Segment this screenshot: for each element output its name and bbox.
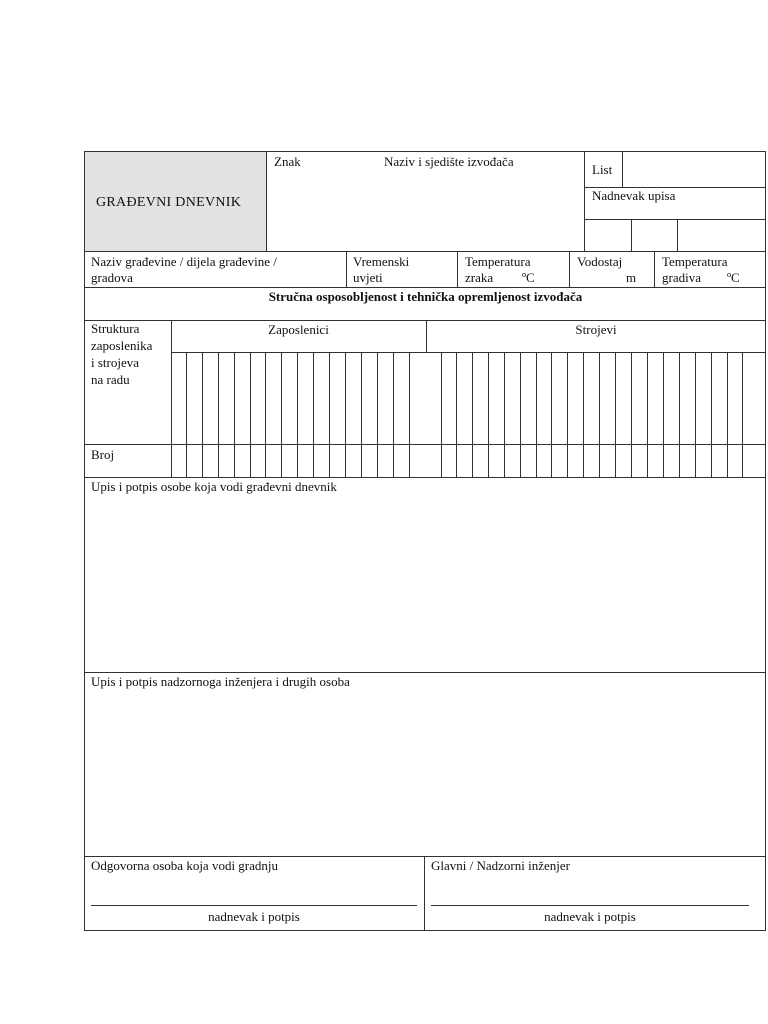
- grid-column-line: [679, 352, 680, 477]
- grid-column-line: [599, 352, 600, 477]
- list-label[interactable]: List: [592, 162, 613, 177]
- supervisor-entry-label[interactable]: Upis i potpis nadzornoga inženjera i drugih osoba: [91, 674, 350, 689]
- list-divider: [622, 152, 623, 187]
- left-signature-caption: nadnevak i potpis: [208, 909, 300, 924]
- qualification-title: Stručna osposobljenost i tehnička opremljenost izvođača: [268, 289, 583, 304]
- structure-label-line1: Struktura: [91, 321, 140, 336]
- grid-column-line: [297, 352, 298, 477]
- right-signature-line[interactable]: [431, 905, 749, 906]
- grid-column-line: [409, 352, 410, 477]
- info-bottom-line: [85, 287, 766, 288]
- grid-column-line: [663, 352, 664, 477]
- grid-column-line: [265, 352, 266, 477]
- grid-column-line: [377, 352, 378, 477]
- water-level-unit: m: [626, 270, 637, 285]
- date-bottom-line: [584, 219, 766, 220]
- grid-column-line: [472, 352, 473, 477]
- grid-column-line: [186, 352, 187, 477]
- signature-section-top-line: [85, 856, 766, 857]
- material-temp-unit: ºC: [727, 270, 740, 285]
- air-temp-label-line2[interactable]: zraka: [465, 270, 494, 285]
- info-divider-1: [346, 251, 347, 287]
- grid-column-line: [361, 352, 362, 477]
- right-signature-caption: nadnevak i potpis: [544, 909, 636, 924]
- date-cell-divider-1: [631, 219, 632, 251]
- subheader-bottom-line: [171, 352, 766, 353]
- weather-label-line1[interactable]: Vremenski: [353, 254, 410, 269]
- weather-label-line2[interactable]: uvjeti: [353, 270, 383, 285]
- count-row-bottom-line: [85, 477, 766, 478]
- building-label-line1[interactable]: Naziv građevine / dijela građevine /: [91, 254, 277, 269]
- chief-engineer-label: Glavni / Nadzorni inženjer: [431, 858, 570, 873]
- count-label: Broj: [91, 447, 115, 462]
- material-temp-label-line2[interactable]: gradiva: [662, 270, 701, 285]
- grid-column-line: [234, 352, 235, 477]
- date-label[interactable]: Nadnevak upisa: [592, 188, 676, 203]
- grid-column-line: [727, 352, 728, 477]
- date-cell-divider-2: [677, 219, 678, 251]
- grid-column-line: [615, 352, 616, 477]
- info-divider-2: [457, 251, 458, 287]
- grid-column-line: [456, 352, 457, 477]
- building-label-line2[interactable]: gradova: [91, 270, 133, 285]
- grid-column-line: [631, 352, 632, 477]
- responsible-person-label: Odgovorna osoba koja vodi gradnju: [91, 858, 279, 873]
- left-signature-line[interactable]: [91, 905, 417, 906]
- page-title: GRAĐEVNI DNEVNIK: [96, 195, 242, 210]
- grid-column-line: [202, 352, 203, 477]
- header-bottom-line: [85, 251, 766, 252]
- water-level-label[interactable]: Vodostaj: [577, 254, 623, 269]
- grid-column-line: [281, 352, 282, 477]
- info-divider-4: [654, 251, 655, 287]
- grid-column-line: [520, 352, 521, 477]
- grid-column-line: [742, 352, 743, 477]
- grid-column-line: [695, 352, 696, 477]
- znak-label[interactable]: Znak: [274, 154, 301, 169]
- contractor-label[interactable]: Naziv i sjedište izvođača: [384, 154, 514, 169]
- header-divider: [584, 152, 585, 251]
- grid-column-line: [567, 352, 568, 477]
- structure-label-line4: na radu: [91, 372, 130, 387]
- grid-column-line: [441, 352, 442, 477]
- grid-column-line: [583, 352, 584, 477]
- keeper-entry-label[interactable]: Upis i potpis osobe koja vodi građevni dnevnik: [91, 479, 337, 494]
- machines-label: Strojevi: [575, 322, 617, 337]
- grid-column-line: [488, 352, 489, 477]
- grid-column-line: [313, 352, 314, 477]
- grid-column-line: [218, 352, 219, 477]
- air-temp-unit: ºC: [522, 270, 535, 285]
- entry-divider-line: [85, 672, 766, 673]
- grid-column-line: [504, 352, 505, 477]
- grid-column-line: [551, 352, 552, 477]
- material-temp-label-line1[interactable]: Temperatura: [662, 254, 728, 269]
- grid-column-line: [536, 352, 537, 477]
- grid-column-line: [250, 352, 251, 477]
- structure-label-divider: [171, 320, 172, 477]
- grid-column-line: [345, 352, 346, 477]
- air-temp-label-line1[interactable]: Temperatura: [465, 254, 531, 269]
- structure-label-line3: i strojeva: [91, 355, 140, 370]
- grid-column-line: [329, 352, 330, 477]
- employees-label: Zaposlenici: [268, 322, 329, 337]
- signature-divider: [424, 856, 425, 931]
- grid-column-line: [711, 352, 712, 477]
- structure-label-line2: zaposlenika: [91, 338, 153, 353]
- grid-column-line: [393, 352, 394, 477]
- info-divider-3: [569, 251, 570, 287]
- grid-column-line: [647, 352, 648, 477]
